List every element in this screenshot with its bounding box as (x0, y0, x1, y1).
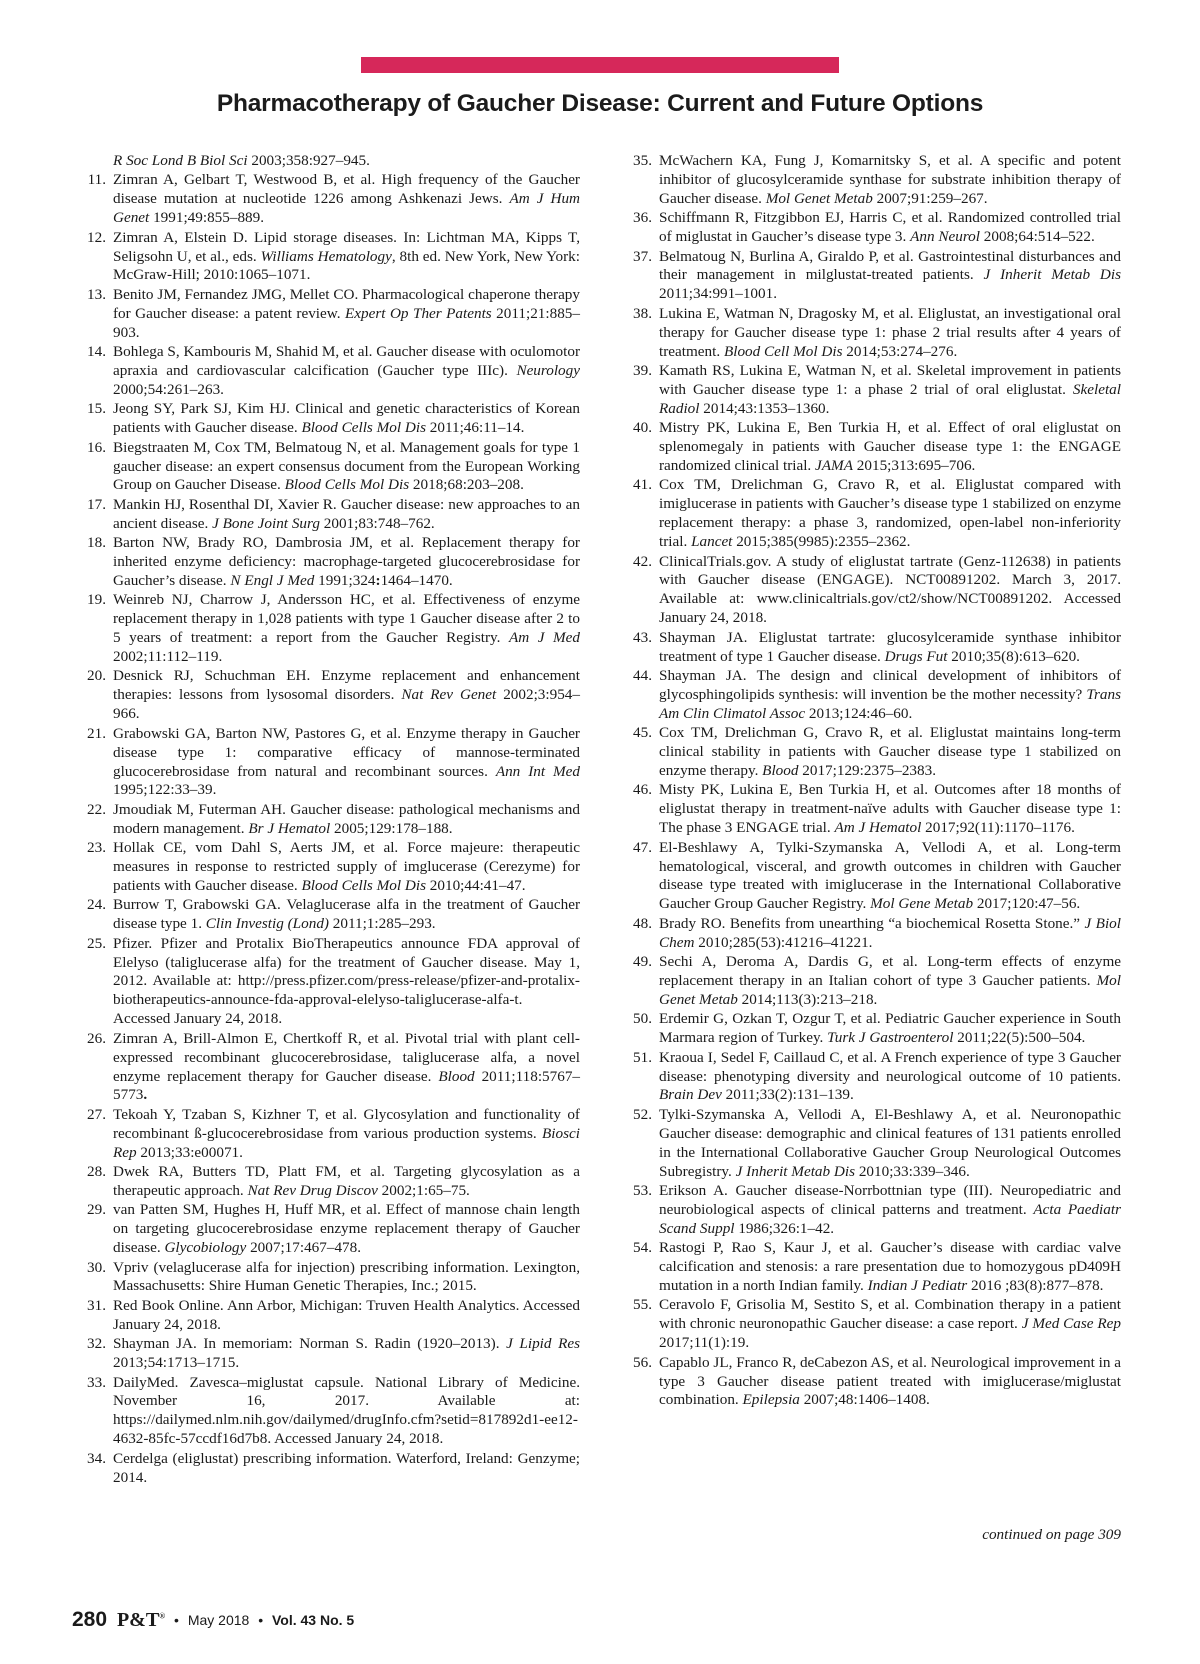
reference-text: Capablo JL, Franco R, deCabezon AS, et al. Neurological improvement in a type 3 Gaucher disease patient treated with imiglucerase/miglustat combination. Epilepsia 2007;48:1406–1408. (659, 1353, 1121, 1409)
issue-date: May 2018 (187, 1612, 250, 1628)
reference-text: Shayman JA. The design and clinical development of inhibitors of glycosphingolipids synthesis: will invention be the mother necessity? Trans Am Clin Climatol Assoc 2013;124:46–60. (659, 666, 1121, 722)
reference-number: 30. (87, 1258, 106, 1276)
reference-text: Kraoua I, Sedel F, Caillaud C, et al. A French experience of type 3 Gaucher disease: phenotyping diversity and neurological outcome of 10 patients. Brain Dev 2011;33(2):131–139. (659, 1048, 1121, 1104)
reference-text: DailyMed. Zavesca–miglustat capsule. National Library of Medicine. November 16, 2017. Available at: https://dailymed.nlm.nih.gov/dailymed/drugInfo.cfm?setid=817892d1-ee12-4632-85fc-57ccdf16d7b8. Accessed January 24, 2018. (113, 1373, 580, 1448)
page-footer (72, 1608, 354, 1632)
reference-text: Cox TM, Drelichman G, Cravo R, et al. Eliglustat compared with imiglucerase in patients with Gaucher’s disease type 1 stabilized on enzyme replacement therapy: a phase 3, randomized, open-label non-inferiority trial. Lancet 2015;385(9985):2355–2362. (659, 476, 1121, 551)
reference-text: Mistry PK, Lukina E, Ben Turkia H, et al. Effect of oral eliglustat on splenomegaly in patients with Gaucher disease type 1: the ENGAGE randomized clinical trial. JAMA 2015;313:695–706. (659, 419, 1121, 474)
reference-item (618, 1049, 1121, 1106)
reference-text: Zimran A, Gelbart T, Westwood B, et al. High frequency of the Gaucher disease mutation at nucleotide 1226 among Ashkenazi Jews. Am J Hum Genet 1991;49:855–889. (113, 171, 581, 227)
reference-item (618, 1354, 1121, 1411)
reference-number: 53. (633, 1181, 652, 1199)
reference-item (618, 915, 1121, 953)
reference-item (618, 1239, 1121, 1296)
reference-text: Pfizer. Pfizer and Protalix BioTherapeutics announce FDA approval of Elelyso (taliglucerase alfa) for the treatment of Gaucher disease. May 1, 2012. Available at: http://press.pfizer.com/press-release/pfizer-and-protalix-biotherapeutics-announce-fda-approval-elelyso-taliglucerase-alfa-t. Accessed January 24, 2018. (113, 934, 580, 1028)
reference-text: Cox TM, Drelichman G, Cravo R, et al. Eliglustat maintains long-term clinical stability in patients with Gaucher disease type 1 stabilized on enzyme therapy. Blood 2017;129:2375–2383. (659, 724, 1121, 779)
reference-item (72, 667, 580, 724)
reference-item (618, 209, 1121, 247)
reference-text: Grabowski GA, Barton NW, Pastores G, et al. Enzyme therapy in Gaucher disease type 1: comparative efficacy of mannose-terminated glucocerebrosidase from natural and recombinant sources. Ann Int Med 1995;122:33–39. (113, 724, 580, 799)
reference-number: 17. (87, 495, 106, 513)
reference-number: 37. (633, 247, 652, 265)
header-accent-bar (361, 57, 839, 73)
reference-number: 50. (633, 1010, 652, 1028)
reference-item (618, 839, 1121, 915)
reference-number: 35. (633, 152, 652, 169)
reference-text: Erikson A. Gaucher disease-Norrbottnian type (III). Neuropediatric and neurobiological aspects of clinical patterns and treatment. Acta Paediatr Scand Suppl 1986;326:1–42. (659, 1181, 1121, 1237)
reference-number: 33. (87, 1373, 106, 1391)
reference-number: 19. (87, 591, 106, 609)
reference-item (618, 667, 1121, 724)
reference-item (72, 591, 580, 667)
journal-name (117, 1609, 165, 1631)
reference-number: 24. (87, 896, 106, 914)
article-title: Pharmacotherapy of Gaucher Disease: Current and Future Options (216, 90, 984, 117)
reference-number: 32. (87, 1335, 106, 1353)
reference-number: 39. (633, 361, 652, 379)
reference-number: 54. (633, 1239, 652, 1257)
reference-text: Zimran A, Brill-Almon E, Chertkoff R, et al. Pivotal trial with plant cell-expressed recombinant glucocerebrosidase, taliglucerase alfa, a novel enzyme replacement therapy for Gaucher disease. Blood 2011;118:5767–5773. (113, 1029, 581, 1104)
reference-text: Shayman JA. Eliglustat tartrate: glucosylceramide synthase inhibitor treatment of type 1 Gaucher disease. Drugs Fut 2010;35(8):613–620. (659, 628, 1121, 665)
reference-number: 47. (633, 838, 652, 856)
reference-item (72, 343, 580, 400)
reference-item (72, 801, 580, 839)
reference-item (618, 953, 1121, 1010)
reference-number: 56. (633, 1353, 652, 1371)
reference-number: 15. (87, 400, 106, 418)
reference-text: Benito JM, Fernandez JMG, Mellet CO. Pharmacological chaperone therapy for Gaucher disease: a patent review. Expert Op Ther Patents 2011;21:885–903. (113, 285, 580, 341)
reference-item (618, 152, 1121, 209)
reference-text: Brady RO. Benefits from unearthing “a biochemical Rosetta Stone.” J Biol Chem 2010;285(53):41216–41221. (659, 914, 1121, 951)
registered-mark: ® (159, 1611, 166, 1621)
reference-number: 18. (87, 534, 106, 552)
reference-text: Cerdelga (eliglustat) prescribing information. Waterford, Ireland: Genzyme; 2014. (113, 1449, 580, 1486)
reference-text: Misty PK, Lukina E, Ben Turkia H, et al. Outcomes after 18 months of eliglustat therapy in treatment-naïve adults with Gaucher disease type 1: The phase 3 ENGAGE trial. Am J Hematol 2017;92(11):1170–1176. (659, 781, 1121, 837)
reference-item (72, 400, 580, 438)
reference-item (618, 1106, 1121, 1182)
reference-item (618, 1010, 1121, 1048)
reference-text: Tekoah Y, Tzaban S, Kizhner T, et al. Glycosylation and functionality of recombinant ß-glucocerebrosidase from various production systems. Biosci Rep 2013;33:e00071. (113, 1105, 580, 1161)
reference-text: Belmatoug N, Burlina A, Giraldo P, et al. Gastrointestinal disturbances and their management in milglustat-treated patients. J Inherit Metab Dis 2011;34:991–1001. (659, 247, 1121, 303)
reference-text: Bohlega S, Kambouris M, Shahid M, et al. Gaucher disease with oculomotor apraxia and cardiovascular calcification (Gaucher type IIIc). Neurology 2000;54:261–263. (113, 343, 580, 398)
reference-number: 28. (87, 1163, 106, 1181)
reference-text: Weinreb NJ, Charrow J, Andersson HC, et al. Effectiveness of enzyme replacement therapy in 1,028 patients with type 1 Gaucher disease after 2 to 5 years of treatment: a report from the Gaucher Registry. Am J Med 2002;11:112–119. (113, 591, 580, 666)
reference-item (72, 286, 580, 343)
reference-item (72, 1450, 580, 1488)
reference-number: 21. (87, 724, 106, 742)
reference-text: Erdemir G, Ozkan T, Ozgur T, et al. Pediatric Gaucher experience in South Marmara region of Turkey. Turk J Gastroenterol 2011;22(5):500–504. (659, 1010, 1121, 1047)
page-number: 280 (72, 1608, 108, 1631)
reference-text: Zimran A, Elstein D. Lipid storage diseases. In: Lichtman MA, Kipps T, Seligsohn U, et al., eds. Williams Hematology, 8th ed. New York, New York: McGraw-Hill; 2010:1065–1071. (113, 228, 580, 284)
reference-text: Schiffmann R, Fitzgibbon EJ, Harris C, et al. Randomized controlled trial of miglustat in Gaucher’s disease type 3. Ann Neurol 2008;64:514–522. (659, 209, 1121, 246)
reference-text: Kamath RS, Lukina E, Watman N, et al. Skeletal improvement in patients with Gaucher disease type 1: a phase 2 trial of oral eliglustat. Skeletal Radiol 2014;43:1353–1360. (659, 361, 1121, 417)
reference-item (72, 534, 580, 591)
reference-text: Rastogi P, Rao S, Kaur J, et al. Gaucher’s disease with cardiac valve calcification and stenosis: a rare presentation due to homozygous pD409H mutation in a north Indian family. Indian J Pediatr 2016 ;83(8):877–878. (659, 1239, 1121, 1294)
reference-item (618, 1182, 1121, 1239)
reference-text: Desnick RJ, Schuchman EH. Enzyme replacement and enhancement therapies: lessons from lysosomal disorders. Nat Rev Genet 2002;3:954–966. (113, 667, 580, 723)
reference-number: 51. (633, 1048, 652, 1066)
reference-item (72, 1030, 580, 1106)
reference-item (72, 935, 580, 1030)
footer-bullet: • (258, 1612, 264, 1628)
reference-number: 49. (633, 953, 652, 971)
reference-item (618, 419, 1121, 476)
reference-item (72, 439, 580, 496)
reference-number: 31. (87, 1296, 106, 1314)
reference-text: McWachern KA, Fung J, Komarnitsky S, et al. A specific and potent inhibitor of glucosylceramide synthase for substrate inhibition therapy of Gaucher disease. Mol Genet Metab 2007;91:259–267. (659, 152, 1121, 207)
reference-text: Jmoudiak M, Futerman AH. Gaucher disease: pathological mechanisms and modern management. Br J Hematol 2005;129:178–188. (113, 800, 580, 837)
reference-text: Mankin HJ, Rosenthal DI, Xavier R. Gaucher disease: new approaches to an ancient disease. J Bone Joint Surg 2001;83:748–762. (113, 495, 580, 532)
reference-number: 16. (87, 438, 106, 456)
reference-number: 43. (633, 628, 652, 646)
reference-number: 38. (633, 304, 652, 322)
references-left-column (72, 152, 580, 1488)
reference-item (72, 839, 580, 896)
reference-number: 40. (633, 419, 652, 437)
reference-text: ClinicalTrials.gov. A study of eliglustat tartrate (Genz-112638) in patients with Gaucher disease (ENGAGE). NCT00891202. March 3, 2017. Available at: www.clinicaltrials.gov/ct2/show/NCT00891202. Accessed January 24, 2018. (659, 552, 1121, 627)
reference-item (72, 1297, 580, 1335)
reference-number: 36. (633, 209, 652, 227)
reference-text: El-Beshlawy A, Tylki-Szymanska A, Vellodi A, et al. Long-term hematological, visceral, and growth outcomes in children with Gaucher disease type treated with imiglucerase in the International Collaborative Gaucher Group Gaucher Registry. Mol Gene Metab 2017;120:47–56. (659, 838, 1121, 913)
reference-text: Lukina E, Watman N, Dragosky M, et al. Eliglustat, an investigational oral therapy for Gaucher disease type 1: phase 2 trial results after 4 years of treatment. Blood Cell Mol Dis 2014;53:274–276. (659, 304, 1121, 360)
reference-text: Red Book Online. Ann Arbor, Michigan: Truven Health Analytics. Accessed January 24, 2018. (113, 1296, 580, 1333)
reference-text: Barton NW, Brady RO, Dambrosia JM, et al. Replacement therapy for inherited enzyme deficiency: macrophage-targeted glucocerebrosidase for Gaucher’s disease. N Engl J Med 1991;324:1464–1470. (113, 534, 580, 589)
reference-number: 41. (633, 476, 652, 494)
reference-item (72, 1374, 580, 1450)
reference-text: Hollak CE, vom Dahl S, Aerts JM, et al. Force majeure: therapeutic measures in response to restricted supply of imglucerase (Cerezyme) for patients with Gaucher disease. Blood Cells Mol Dis 2010;44:41–47. (113, 839, 580, 894)
reference-text: Jeong SY, Park SJ, Kim HJ. Clinical and genetic characteristics of Korean patients with Gaucher disease. Blood Cells Mol Dis 2011;46:11–14. (113, 400, 580, 437)
reference-number: 42. (633, 552, 652, 570)
reference-number: 55. (633, 1296, 652, 1314)
reference-number: 11. (87, 171, 106, 189)
reference-item (72, 1163, 580, 1201)
references-right-column (618, 152, 1121, 1411)
reference-item (72, 1259, 580, 1297)
reference-number: 34. (87, 1449, 106, 1467)
reference-text: Burrow T, Grabowski GA. Velaglucerase alfa in the treatment of Gaucher disease type 1. Clin Investig (Lond) 2011;1:285–293. (113, 896, 580, 933)
reference-number: 27. (87, 1105, 106, 1123)
reference-item (72, 896, 580, 934)
journal-title: P&T (116, 1609, 160, 1631)
reference-text: Biegstraaten M, Cox TM, Belmatoug N, et al. Management goals for type 1 gaucher disease: an expert consensus document from the European Working Group on Gaucher Disease. Blood Cells Mol Dis 2018;68:203–208. (113, 438, 580, 494)
reference-number: 29. (87, 1201, 106, 1219)
reference-number: 45. (633, 724, 652, 742)
reference-number: 13. (87, 285, 106, 303)
reference-item (72, 152, 580, 171)
reference-item (618, 248, 1121, 305)
reference-item (618, 305, 1121, 362)
reference-item (618, 781, 1121, 838)
reference-text: Dwek RA, Butters TD, Platt FM, et al. Targeting glycosylation as a therapeutic approach. Nat Rev Drug Discov 2002;1:65–75. (113, 1163, 580, 1199)
reference-text: Vpriv (velaglucerase alfa for injection) prescribing information. Lexington, Massachusetts: Shire Human Genetic Therapies, Inc.; 2015. (113, 1258, 580, 1295)
volume-issue: Vol. 43 No. 5 (272, 1612, 355, 1628)
reference-text: R Soc Lond B Biol Sci 2003;358:927–945. (113, 152, 370, 169)
reference-item (72, 229, 580, 286)
reference-item (72, 1106, 580, 1163)
reference-item (618, 724, 1121, 781)
reference-item (618, 476, 1121, 552)
reference-item (618, 553, 1121, 629)
reference-number: 25. (87, 934, 106, 952)
reference-number: 14. (87, 343, 106, 361)
continued-note: continued on page 309 (982, 1526, 1121, 1543)
reference-item (72, 496, 580, 534)
reference-number: 46. (633, 781, 652, 799)
reference-item (72, 1335, 580, 1373)
reference-number: 52. (633, 1105, 652, 1123)
reference-item (618, 362, 1121, 419)
reference-number: 26. (87, 1029, 106, 1047)
reference-text: Shayman JA. In memoriam: Norman S. Radin (1920–2013). J Lipid Res 2013;54:1713–1715. (113, 1335, 581, 1372)
reference-number: 23. (87, 839, 106, 857)
reference-item (72, 1201, 580, 1258)
reference-text: Sechi A, Deroma A, Dardis G, et al. Long-term effects of enzyme replacement therapy in an Italian cohort of type 3 Gaucher patients. Mol Genet Metab 2014;113(3):213–218. (659, 953, 1121, 1008)
reference-number: 44. (633, 666, 652, 684)
reference-text: van Patten SM, Hughes H, Huff MR, et al. Effect of mannose chain length on targeting glucocerebrosidase enzyme replacement therapy of Gaucher disease. Glycobiology 2007;17:467–478. (113, 1201, 580, 1257)
reference-number: 12. (87, 228, 106, 246)
reference-number: 48. (633, 914, 652, 932)
reference-text: Tylki-Szymanska A, Vellodi A, El-Beshlawy A, et al. Neuronopathic Gaucher disease: demographic and clinical features of 131 patients enrolled in the International Collaborative Gaucher Group Neurological Outcomes Subregistry. J Inherit Metab Dis 2010;33:339–346. (659, 1105, 1121, 1180)
reference-item (618, 1296, 1121, 1353)
reference-text: Ceravolo F, Grisolia M, Sestito S, et al. Combination therapy in a patient with chronic neuronopathic Gaucher disease: a case report. J Med Case Rep 2017;11(1):19. (659, 1296, 1121, 1352)
reference-item (72, 171, 580, 228)
reference-number: 22. (87, 800, 106, 818)
reference-number: 20. (87, 667, 106, 685)
reference-item (72, 725, 580, 801)
reference-item (618, 629, 1121, 667)
footer-bullet: • (174, 1612, 179, 1628)
